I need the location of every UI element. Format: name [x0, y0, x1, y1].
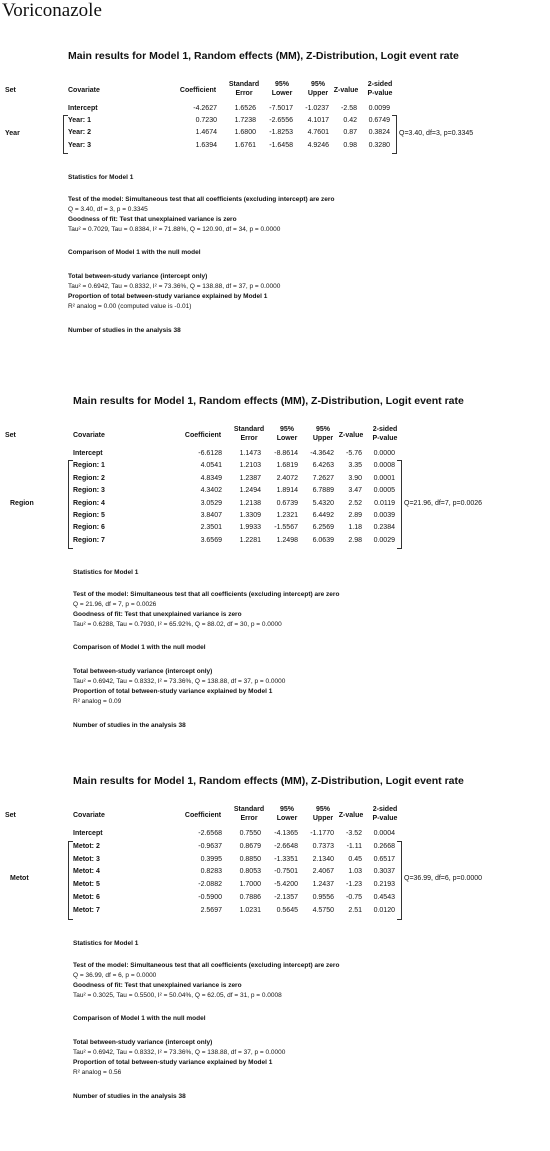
p-value-cell: 0.0005 [373, 487, 395, 495]
coefficient-column-header: Coefficient [184, 432, 222, 439]
z-value-column-header: Z-value [338, 432, 364, 439]
standard-error-cell: 1.6761 [234, 141, 256, 149]
z-value-column-header: Z-value [338, 812, 364, 819]
standard-error-header-line2: Error [235, 90, 253, 97]
lower-ci-cell: -1.3351 [274, 855, 298, 863]
covariate-cell: Intercept [68, 105, 98, 112]
z-value-cell: 0.87 [343, 129, 357, 137]
coefficient-cell: 0.3995 [200, 855, 222, 863]
coefficient-column-header: Coefficient [184, 812, 222, 819]
model-test-title: Test of the model: Simultaneous test that all coefficients (excluding intercept) are zero [68, 195, 335, 203]
lower-ci-column-header [265, 80, 299, 98]
coefficient-cell: 4.3402 [200, 487, 222, 495]
z-value-cell: -3.52 [346, 830, 362, 837]
group-q-statistic: Q=36.99, df=6, p=0.0000 [404, 875, 483, 883]
covariate-cell: Region: 6 [73, 524, 105, 532]
standard-error-column-header [229, 805, 269, 823]
p-value-cell: 0.0004 [373, 830, 395, 837]
p-value-cell: 0.0000 [373, 450, 395, 457]
lower-ci-cell: -8.8614 [274, 450, 298, 457]
covariate-cell: Region: 5 [73, 512, 105, 519]
group-q-statistic: Q=3.40, df=3, p=0.3345 [399, 129, 474, 137]
upper-ci-cell: 6.2569 [312, 524, 334, 532]
proportion-explained-title: Proportion of total between-study variance explained by Model 1 [73, 1058, 273, 1066]
coefficient-cell: -0.5900 [198, 894, 222, 901]
r2-analog-value: R² analog = 0.56 [73, 1068, 122, 1076]
goodness-of-fit-values: Tau² = 0.6288, Tau = 0.7930, I² = 65.92%, Q = 88.02, df = 30, p = 0.0000 [73, 621, 282, 629]
covariate-cell: Metot: 5 [73, 881, 100, 889]
results-heading: Main results for Model 1, Random effects (MM), Z-Distribution, Logit event rate [73, 395, 464, 407]
page-title: Voriconazole [2, 0, 102, 21]
p-value-cell: 0.2384 [373, 524, 395, 532]
covariate-cell: Intercept [73, 830, 103, 837]
z-value-cell: 2.51 [348, 906, 362, 914]
lower-ci-cell: -0.7501 [274, 868, 298, 876]
studies-count [73, 722, 186, 729]
z-value-cell: -0.75 [346, 894, 362, 901]
lower-ci-header-line1: 95% [274, 81, 289, 88]
standard-error-cell: 1.7000 [239, 881, 261, 889]
p-value-header-line2: P-value [367, 90, 393, 97]
upper-ci-cell: 0.9556 [312, 894, 334, 901]
r2-analog-value: R² analog = 0.09 [73, 698, 122, 706]
p-value-cell: 0.3037 [373, 868, 395, 876]
standard-error-cell: 0.8850 [239, 855, 261, 863]
covariate-cell: Region: 3 [73, 487, 105, 495]
total-variance-title: Total between-study variance (intercept only) [68, 272, 208, 280]
coefficient-cell: -2.6568 [198, 830, 222, 837]
lower-ci-cell: -2.6556 [269, 117, 293, 125]
coefficient-cell: 0.7230 [195, 117, 217, 125]
p-value-cell: 0.0039 [373, 512, 395, 519]
standard-error-cell: 1.6800 [234, 129, 256, 137]
coefficient-cell: 4.8349 [200, 474, 222, 482]
lower-ci-cell: 0.5645 [276, 906, 298, 914]
total-variance-values: Tau² = 0.6942, Tau = 0.8332, I² = 73.36%, Q = 138.88, df = 37, p = 0.0000 [73, 1048, 286, 1056]
lower-ci-header-line2: Lower [276, 815, 298, 822]
standard-error-cell: 1.2494 [239, 487, 261, 495]
studies-count-label: Number of studies in the analysis [73, 1092, 177, 1100]
p-value-column-header [365, 425, 405, 443]
coefficient-cell: 1.6394 [195, 141, 217, 149]
proportion-explained-title: Proportion of total between-study variance explained by Model 1 [73, 688, 273, 696]
set-label: Region [10, 499, 34, 507]
upper-ci-cell: 4.7601 [307, 129, 329, 137]
total-variance-title: Total between-study variance (intercept only) [73, 668, 213, 676]
upper-ci-cell: 6.0639 [312, 536, 334, 544]
upper-ci-cell: -1.1770 [310, 830, 334, 837]
upper-ci-cell: -1.0237 [305, 105, 329, 112]
standard-error-cell: 0.8053 [239, 868, 261, 876]
z-value-cell: 1.18 [348, 524, 362, 532]
p-value-header-line2: P-value [372, 815, 398, 822]
upper-ci-cell: 1.2437 [312, 881, 334, 889]
statistics-title: Statistics for Model 1 [68, 173, 134, 181]
total-variance-values: Tau² = 0.6942, Tau = 0.8332, I² = 73.36%, Q = 138.88, df = 37, p = 0.0000 [73, 678, 286, 686]
standard-error-cell: 1.1473 [239, 450, 261, 457]
standard-error-column-header [229, 425, 269, 443]
coefficient-column-header: Coefficient [179, 87, 217, 94]
z-value-cell: 2.98 [348, 536, 362, 544]
coefficient-cell: -6.6128 [198, 450, 222, 457]
coefficient-cell: 0.8283 [200, 868, 222, 876]
standard-error-header-line1: Standard [228, 81, 260, 88]
covariate-cell: Metot: 4 [73, 868, 100, 876]
p-value-cell: 0.2193 [373, 881, 395, 889]
proportion-explained-title: Proportion of total between-study variance explained by Model 1 [68, 292, 268, 300]
studies-count-label: Number of studies in the analysis [68, 326, 172, 334]
z-value-column-header: Z-value [333, 87, 359, 94]
standard-error-cell: 1.9933 [239, 524, 261, 532]
z-value-cell: 1.03 [348, 868, 362, 876]
standard-error-cell: 1.6526 [234, 105, 256, 112]
upper-ci-cell: 4.9246 [307, 141, 329, 149]
upper-ci-cell: 6.7889 [312, 487, 334, 495]
covariate-cell: Metot: 6 [73, 894, 100, 901]
lower-ci-cell: -1.5567 [274, 524, 298, 532]
covariate-cell: Metot: 2 [73, 842, 100, 850]
p-value-column-header [365, 805, 405, 823]
goodness-of-fit-title: Goodness of fit: Test that unexplained variance is zero [73, 981, 242, 989]
standard-error-cell: 0.8679 [239, 842, 261, 850]
comparison-title: Comparison of Model 1 with the null model [73, 644, 206, 652]
lower-ci-column-header [270, 805, 304, 823]
lower-ci-cell: 1.2321 [276, 512, 298, 519]
lower-ci-header-line1: 95% [279, 426, 294, 433]
upper-ci-cell: 6.4263 [312, 462, 334, 470]
standard-error-header-line1: Standard [233, 426, 265, 433]
covariate-group-bracket [68, 460, 73, 549]
studies-count-value: 38 [178, 1092, 186, 1100]
z-value-cell: -2.58 [341, 105, 357, 112]
p-value-header-line1: 2-sided [367, 81, 393, 88]
standard-error-cell: 1.2281 [239, 536, 261, 544]
lower-ci-cell: -2.6648 [274, 842, 298, 850]
upper-ci-cell: 4.5750 [312, 906, 334, 914]
lower-ci-cell: -1.6458 [269, 141, 293, 149]
p-value-column-header [360, 80, 400, 98]
lower-ci-cell: 0.6739 [276, 499, 298, 507]
covariate-group-bracket [68, 841, 73, 920]
group-q-statistic: Q=21.96, df=7, p=0.0026 [404, 499, 483, 507]
coefficient-cell: -2.0882 [198, 881, 222, 889]
covariate-cell: Region: 2 [73, 474, 105, 482]
lower-ci-cell: -4.1365 [274, 830, 298, 837]
z-value-cell: 2.89 [348, 512, 362, 519]
lower-ci-cell: 1.2498 [276, 536, 298, 544]
coefficient-cell: 3.8407 [200, 512, 222, 519]
standard-error-cell: 1.2387 [239, 474, 261, 482]
upper-ci-header-line1: 95% [310, 81, 325, 88]
lower-ci-cell: -7.5017 [269, 105, 293, 112]
p-value-cell: 0.0029 [373, 536, 395, 544]
p-value-cell: 0.0001 [373, 474, 395, 482]
studies-count-value: 38 [178, 722, 186, 730]
statistics-title: Statistics for Model 1 [73, 569, 139, 577]
covariate-group-bracket [63, 115, 68, 154]
standard-error-cell: 1.2138 [239, 499, 261, 507]
results-block [0, 395, 550, 735]
z-value-cell: 2.52 [348, 499, 362, 507]
p-value-cell: 0.3280 [368, 141, 390, 149]
covariate-column-header: Covariate [68, 87, 100, 94]
coefficient-cell: 3.6569 [200, 536, 222, 544]
z-value-cell: 3.47 [348, 487, 362, 495]
studies-count-label: Number of studies in the analysis [73, 722, 177, 730]
z-value-cell: -1.11 [346, 842, 362, 850]
model-test-values: Q = 36.99, df = 6, p = 0.0000 [73, 971, 157, 979]
p-value-cell: 0.0008 [373, 462, 395, 470]
goodness-of-fit-values: Tau² = 0.7029, Tau = 0.8384, I² = 71.88%, Q = 120.90, df = 34, p = 0.0000 [68, 225, 281, 233]
total-variance-title: Total between-study variance (intercept only) [73, 1038, 213, 1046]
lower-ci-cell: 2.4072 [276, 474, 298, 482]
upper-ci-header-line2: Upper [312, 815, 334, 822]
upper-ci-cell: 0.7373 [312, 842, 334, 850]
standard-error-cell: 1.7238 [234, 117, 256, 125]
model-test-title: Test of the model: Simultaneous test that all coefficients (excluding intercept) are zero [73, 591, 340, 599]
results-heading: Main results for Model 1, Random effects (MM), Z-Distribution, Logit event rate [73, 775, 464, 787]
set-column-header: Set [5, 812, 16, 819]
standard-error-cell: 1.2103 [239, 462, 261, 470]
upper-ci-cell: 2.4067 [312, 868, 334, 876]
lower-ci-cell: -1.8253 [269, 129, 293, 137]
set-label: Year [5, 129, 20, 137]
covariate-cell: Metot: 3 [73, 855, 100, 863]
upper-ci-cell: 5.4320 [312, 499, 334, 507]
coefficient-cell: 2.5697 [200, 906, 222, 914]
coefficient-cell: -4.2627 [193, 105, 217, 112]
goodness-of-fit-title: Goodness of fit: Test that unexplained variance is zero [68, 215, 237, 223]
lower-ci-cell: 1.6819 [276, 462, 298, 470]
covariate-cell: Year: 3 [68, 141, 91, 149]
lower-ci-cell: 1.8914 [276, 487, 298, 495]
covariate-column-header: Covariate [73, 812, 105, 819]
model-test-values: Q = 3.40, df = 3, p = 0.3345 [68, 205, 148, 213]
results-block [0, 42, 550, 382]
coefficient-cell: 1.4674 [195, 129, 217, 137]
lower-ci-header-line2: Lower [271, 90, 293, 97]
model-test-title: Test of the model: Simultaneous test that all coefficients (excluding intercept) are zero [73, 961, 340, 969]
lower-ci-header-line2: Lower [276, 435, 298, 442]
covariate-cell: Region: 7 [73, 536, 105, 544]
p-value-cell: 0.4543 [373, 894, 395, 901]
upper-ci-header-line1: 95% [315, 426, 330, 433]
covariate-group-bracket-right [397, 460, 402, 549]
coefficient-cell: 2.3501 [200, 524, 222, 532]
total-variance-values: Tau² = 0.6942, Tau = 0.8332, I² = 73.36%, Q = 138.88, df = 37, p = 0.0000 [68, 282, 281, 290]
studies-count-value: 38 [173, 326, 181, 334]
covariate-cell: Year: 2 [68, 129, 91, 137]
standard-error-cell: 0.7886 [239, 894, 261, 901]
z-value-cell: 3.90 [348, 474, 362, 482]
upper-ci-header-line1: 95% [315, 806, 330, 813]
p-value-cell: 0.2668 [373, 842, 395, 850]
upper-ci-cell: 7.2627 [312, 474, 334, 482]
standard-error-header-line2: Error [240, 815, 258, 822]
covariate-cell: Year: 1 [68, 117, 91, 125]
upper-ci-header-line2: Upper [307, 90, 329, 97]
studies-count [68, 327, 181, 334]
standard-error-cell: 1.0231 [239, 906, 261, 914]
lower-ci-cell: -2.1357 [274, 894, 298, 901]
p-value-header-line1: 2-sided [372, 426, 398, 433]
statistics-title: Statistics for Model 1 [73, 939, 139, 947]
p-value-header-line2: P-value [372, 435, 398, 442]
comparison-title: Comparison of Model 1 with the null model [73, 1014, 206, 1022]
goodness-of-fit-values: Tau² = 0.3025, Tau = 0.5500, I² = 50.04%, Q = 62.05, df = 31, p = 0.0008 [73, 991, 282, 999]
p-value-cell: 0.0099 [368, 105, 390, 112]
lower-ci-header-line1: 95% [279, 806, 294, 813]
covariate-group-bracket-right [392, 115, 397, 154]
upper-ci-cell: 6.4492 [312, 512, 334, 519]
covariate-cell: Region: 4 [73, 499, 105, 507]
p-value-cell: 0.6749 [368, 117, 390, 125]
standard-error-cell: 1.3309 [239, 512, 261, 519]
results-block [0, 775, 550, 1115]
z-value-cell: -5.76 [346, 450, 362, 457]
covariate-cell: Intercept [73, 450, 103, 457]
standard-error-header-line2: Error [240, 435, 258, 442]
r2-analog-value: R² analog = 0.00 (computed value is -0.01) [68, 302, 192, 310]
studies-count [73, 1093, 186, 1100]
lower-ci-cell: -5.4200 [274, 881, 298, 889]
p-value-cell: 0.3824 [368, 129, 390, 137]
standard-error-cell: 0.7550 [239, 830, 261, 837]
z-value-cell: 0.45 [348, 855, 362, 863]
covariate-column-header: Covariate [73, 432, 105, 439]
upper-ci-header-line2: Upper [312, 435, 334, 442]
z-value-cell: 3.35 [348, 462, 362, 470]
set-column-header: Set [5, 432, 16, 439]
p-value-cell: 0.0120 [373, 906, 395, 914]
lower-ci-column-header [270, 425, 304, 443]
goodness-of-fit-title: Goodness of fit: Test that unexplained variance is zero [73, 611, 242, 619]
upper-ci-cell: 2.1340 [312, 855, 334, 863]
set-column-header: Set [5, 87, 16, 94]
results-heading: Main results for Model 1, Random effects (MM), Z-Distribution, Logit event rate [68, 50, 459, 62]
upper-ci-cell: 4.1017 [307, 117, 329, 125]
p-value-cell: 0.6517 [373, 855, 395, 863]
covariate-cell: Region: 1 [73, 462, 105, 470]
set-label: Metot [10, 875, 29, 883]
covariate-cell: Metot: 7 [73, 906, 100, 914]
standard-error-column-header [224, 80, 264, 98]
covariate-group-bracket-right [397, 841, 402, 920]
coefficient-cell: 3.0529 [200, 499, 222, 507]
upper-ci-cell: -4.3642 [310, 450, 334, 457]
p-value-header-line1: 2-sided [372, 806, 398, 813]
z-value-cell: -1.23 [346, 881, 362, 889]
model-test-values: Q = 21.96, df = 7, p = 0.0026 [73, 601, 157, 609]
coefficient-cell: -0.9637 [198, 842, 222, 850]
comparison-title: Comparison of Model 1 with the null model [68, 248, 201, 256]
z-value-cell: 0.98 [343, 141, 357, 149]
standard-error-header-line1: Standard [233, 806, 265, 813]
z-value-cell: 0.42 [343, 117, 357, 125]
p-value-cell: 0.0119 [374, 499, 395, 507]
coefficient-cell: 4.0541 [200, 462, 222, 470]
